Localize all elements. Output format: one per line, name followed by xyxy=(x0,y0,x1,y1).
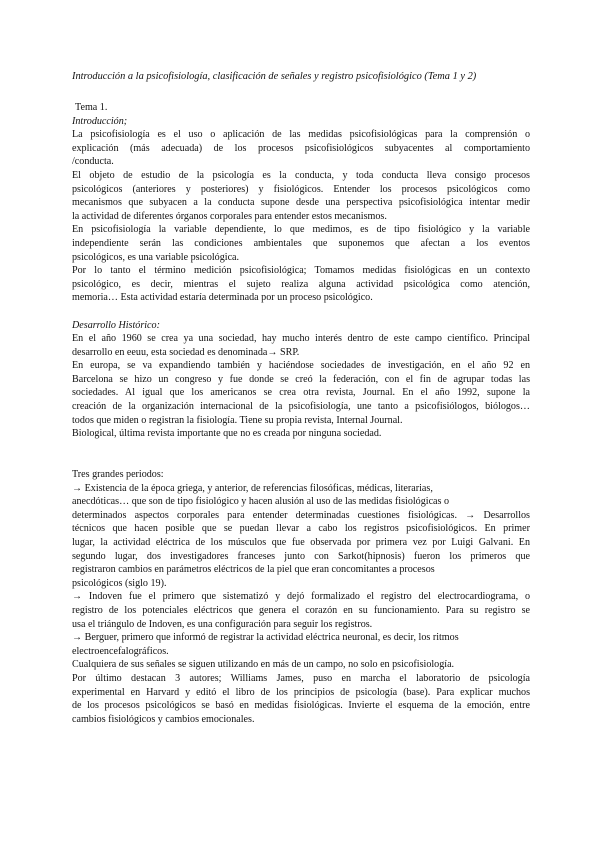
text-line: En europa, se va expandiendo también y haciéndose sociedades de investigación, en el año 92 en xyxy=(72,360,530,372)
history-section xyxy=(72,332,530,441)
text-line: /conducta. xyxy=(72,156,114,168)
text-line: la actividad de diferentes órganos corporales para entender estos mecanismos. xyxy=(72,210,387,222)
text-line: de los procesos psicológicos se basó en medidas fisiológicas. Invierte el esquema de la emoción, entre xyxy=(72,700,530,712)
text-line: Barcelona se hizo un congreso y fue donde se creó la federación, con el fin de agrupar todas las xyxy=(72,373,530,385)
text-line: sociedades. Al igual que los americanos se crea otra revista, Journal. En el año 1992, supone la xyxy=(72,387,530,399)
text-line: determinados aspectos corporales para entender determinadas cuestiones fisiológicas. → Desarrollos xyxy=(72,509,530,521)
history-heading: Desarrollo Histórico: xyxy=(72,319,160,331)
text-line: electroencefalográficos. xyxy=(72,645,169,657)
topic-heading: Tema 1. xyxy=(75,102,108,113)
document-body xyxy=(72,101,530,726)
text-line: técnicos que hacen posible que se puedan llevar a cabo los registros psicofisiológicos. En primer xyxy=(72,523,530,535)
text-line: desarrollo en eeuu, esta sociedad es denominada→ SRP. xyxy=(72,346,300,358)
text-line: psicológicos, es una variable psicológica. xyxy=(72,251,240,263)
spacer xyxy=(72,454,530,468)
intro-section xyxy=(72,128,530,305)
text-line: Cualquiera de sus señales se siguen utilizando en más de un campo, no solo en psicofisiología. xyxy=(72,659,455,671)
text-line: segundo lugar, dos investigadores franceses junto con Sarkot(hipnosis) fueron los primeros que xyxy=(72,550,530,562)
text-line: Por lo tanto el término medición psicofisiológica; Tomamos medidas fisiológicas en un contexto xyxy=(72,265,530,277)
text-line: independiente serán las condiciones ambientales que suponemos que afectan a los eventos xyxy=(72,237,530,249)
text-line: En psicofisiología la variable dependiente, lo que medimos, es de tipo fisiológico y la variable xyxy=(72,224,530,236)
text-line: psicológico, es decir, mientras el sujeto realiza alguna actividad psicológica como atención, xyxy=(72,278,530,290)
text-line: usa el triángulo de Indoven, es una configuración para seguir los registros. xyxy=(72,618,373,630)
text-line: → Existencia de la época griega, y anterior, de referencias filosóficas, médicas, literarias, xyxy=(72,482,433,494)
intro-heading: Introducción; xyxy=(72,115,128,127)
text-line: registraron cambios en parámetros eléctricos de la piel que eran concomitantes a procesos xyxy=(72,564,435,576)
text-line: El objeto de estudio de la psicología es la conducta, y toda conducta lleva consigo procesos xyxy=(72,169,530,181)
text-line: todos que miden o registran la fisiología. Tiene su propia revista, Internal Journal. xyxy=(72,414,403,426)
document-title: Introducción a la psicofisiología, clasificación de señales y registro psicofisiológico (Tema 1 y 2) xyxy=(72,71,477,82)
text-line: memoria… Esta actividad estaría determinada por un proceso psicológico. xyxy=(72,292,373,304)
text-line: experimental en Harvard y editó el libro de los principios de psicología (base). Para explicar muchos xyxy=(72,686,530,698)
text-line: psicológicos (anteriores y posteriores) y fisiológicos. Entender los procesos psicológicos como xyxy=(72,183,530,195)
text-line: lugar, la actividad eléctrica de los músculos que fue observada por primera vez por Luigi Galvani. En xyxy=(72,537,530,548)
text-line: Por último destacan 3 autores; Williams James, puso en marcha el laboratorio de psicología xyxy=(72,672,530,684)
spacer xyxy=(72,441,530,455)
text-line: mecanismos que subyacen a la conducta supone desde una perspectiva psicofisiológica intentar medir xyxy=(72,197,530,209)
text-line: En el año 1960 se crea ya una sociedad, hay mucho interés dentro de este campo científico. Principal xyxy=(72,333,530,345)
text-line: psicológicos (siglo 19). xyxy=(72,577,167,589)
text-line: Tres grandes periodos: xyxy=(72,469,164,481)
periods-section xyxy=(72,468,530,726)
text-line: cambios fisiológicos y cambios emocionales. xyxy=(72,713,255,725)
text-line: explicación (más adecuada) de los procesos psicofisiológicos subyacentes al comportamiento xyxy=(72,142,530,154)
text-line: Biological, última revista importante que no es creada por ninguna sociedad. xyxy=(72,428,382,440)
text-line: → Indoven fue el primero que sistematizó y dejó formalizado el registro del electrocardiograma, o xyxy=(72,591,530,603)
spacer xyxy=(72,305,530,319)
text-line: registro de los potenciales eléctricos que genera el corazón en su funcionamiento. Para su registro se xyxy=(72,604,530,616)
text-line: La psicofisiología es el uso o aplicación de las medidas psicofisiológicas para la comprensión o xyxy=(72,129,530,141)
text-line: creación de la organización internacional de la psicofisiología, une tanto a psicofisiólogos, biólogos… xyxy=(72,401,530,413)
text-line: anecdóticas… que son de tipo fisiológico y hacen alusión al uso de las medidas fisiológicas o xyxy=(72,496,450,508)
text-line: → Berguer, primero que informó de registrar la actividad eléctrica neuronal, es decir, los ritmos xyxy=(72,632,459,644)
